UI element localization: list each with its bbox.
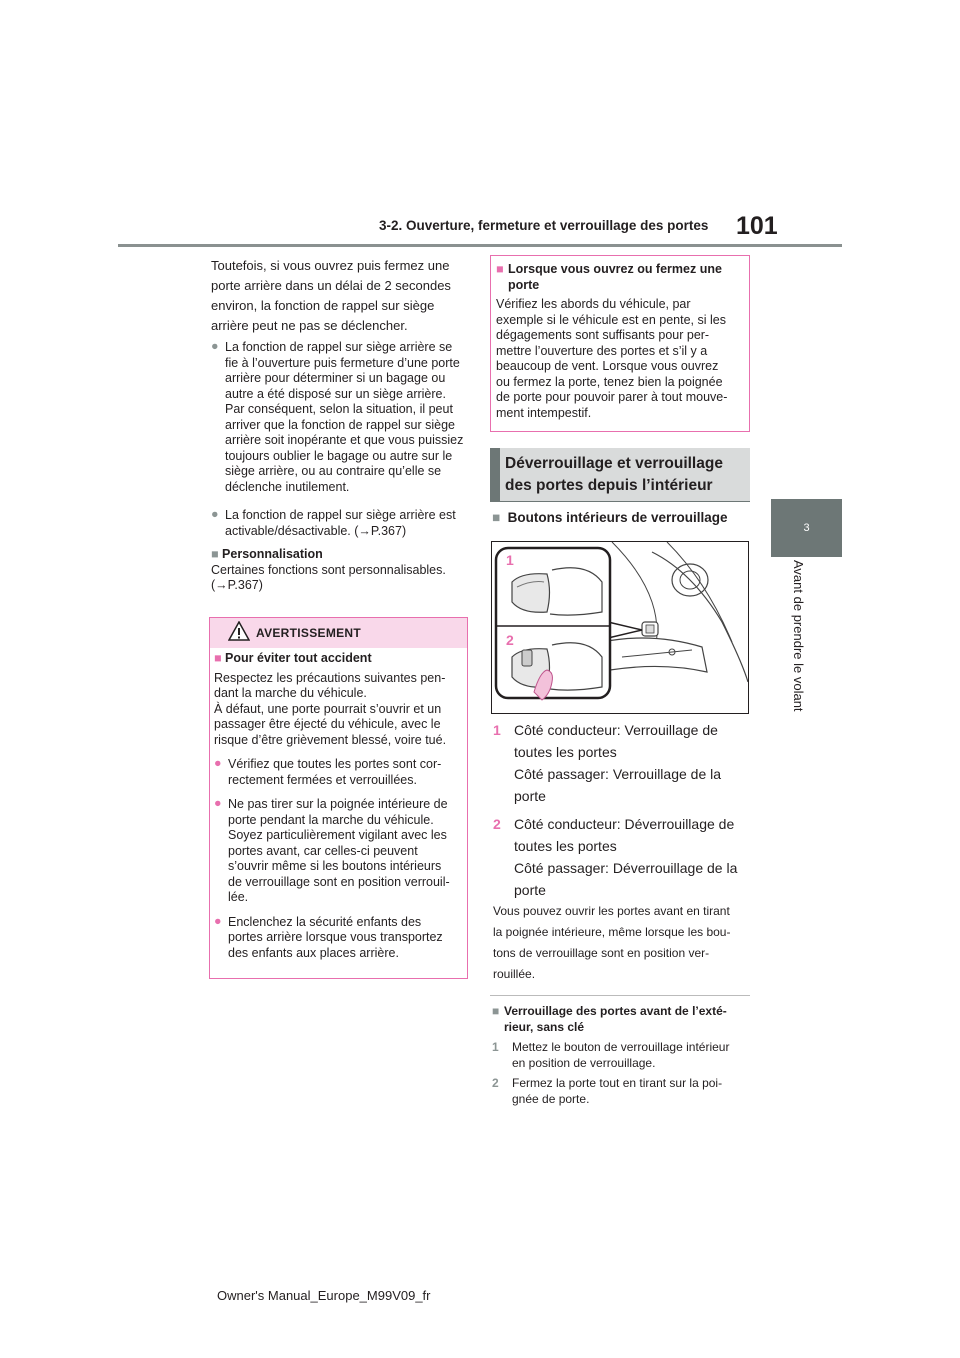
divider xyxy=(490,995,750,996)
info-box-title: porte xyxy=(508,277,540,292)
text-line: ou fermez la porte, tenez bien la poignée xyxy=(496,374,723,389)
text-line: de verrouillage sont en position verrouil- xyxy=(228,874,450,889)
square-bullet-icon: ■ xyxy=(214,651,222,665)
text-line: Vous pouvez ouvrir les portes avant en tirant xyxy=(493,904,730,918)
square-bullet-icon: ■ xyxy=(211,547,219,561)
text-line: beaucoup de vent. Lorsque vous ouvrez xyxy=(496,359,719,373)
text-line: Mettez le bouton de verrouillage intérieur xyxy=(512,1040,730,1054)
text-line: portes avant, car celles-ci peuvent xyxy=(228,843,418,858)
text-line: La fonction de rappel sur siège arrière est xyxy=(225,508,456,522)
bullet-icon: ● xyxy=(214,796,222,810)
text-line: mettre l’ouverture des portes et s’il y a xyxy=(496,343,708,358)
section-header-title: 3-2. Ouverture, fermeture et verrouillage des portes xyxy=(379,218,709,233)
header-rule xyxy=(118,244,842,247)
text-line: déclenche inutilement. xyxy=(225,479,350,494)
numbered-list xyxy=(493,719,753,901)
warning-title: AVERTISSEMENT xyxy=(256,626,362,640)
door-paragraph xyxy=(493,901,730,985)
text-line: arrière peut ne pas se déclencher. xyxy=(211,318,408,333)
bullet-icon: ● xyxy=(211,339,219,353)
text-line: risque d’être grièvement blessé, voire tué. xyxy=(214,732,447,747)
text-line: Côté passager: Verrouillage de la xyxy=(514,766,722,782)
item-number: 2 xyxy=(493,816,501,832)
text-line: Côté passager: Déverrouillage de la xyxy=(514,860,738,876)
text-line: fie à l’ouverture puis fermeture d’une porte xyxy=(225,355,460,370)
text-line: toutes les portes xyxy=(514,744,617,760)
bullet-icon: ● xyxy=(214,913,222,928)
section-heading-line: Déverrouillage et verrouillage xyxy=(505,455,723,472)
section-heading-line: des portes depuis l’intérieur xyxy=(505,477,713,494)
footer-text: Owner's Manual_Europe_M99V09_fr xyxy=(217,1288,431,1303)
illustration-label-1: 1 xyxy=(506,552,514,568)
text-line: Soyez particulièrement vigilant avec les xyxy=(228,828,447,842)
text-line: Respectez les précautions suivantes pen- xyxy=(214,670,446,685)
text-line: toujours oublier le bagage ou autre sur le xyxy=(225,448,453,463)
warning-bullet xyxy=(214,757,464,788)
step-number: 1 xyxy=(492,1040,499,1054)
text-line: Côté conducteur: Déverrouillage de xyxy=(514,816,735,832)
info-box-content xyxy=(496,262,746,421)
text-line: Enclenchez la sécurité enfants des xyxy=(228,914,422,929)
warning-bullet xyxy=(214,797,464,906)
chapter-label-text: Avant de prendre le volant xyxy=(791,560,806,712)
chapter-tab: 3 xyxy=(771,499,842,557)
keyless-section xyxy=(492,1004,750,1107)
bullet-item xyxy=(211,340,471,495)
text-line: arrière pour déterminer si un bagage ou xyxy=(225,371,446,385)
text-line: Toutefois, si vous ouvrez puis fermez une xyxy=(211,258,450,273)
illustration-label-2: 2 xyxy=(506,632,514,648)
item-number: 1 xyxy=(493,722,501,738)
text-line: activable/désactivable. (→P.367) xyxy=(225,523,407,538)
square-bullet-icon: ■ xyxy=(492,1004,500,1018)
bullet-icon: ● xyxy=(214,756,222,770)
bullet-item xyxy=(211,508,471,539)
text-line: portes arrière lorsque vous transportez xyxy=(228,930,443,944)
text-line: ment intempestif. xyxy=(496,405,592,420)
text-line: la poignée intérieure, même lorsque les bou- xyxy=(493,925,731,939)
intro-paragraph xyxy=(211,256,451,336)
chapter-label xyxy=(791,560,814,730)
warning-triangle-icon xyxy=(228,621,250,641)
text-line: porte xyxy=(514,788,546,804)
personnalisation-title: Personnalisation xyxy=(222,547,323,561)
step-number: 2 xyxy=(492,1076,499,1090)
square-bullet-icon: ■ xyxy=(492,510,501,525)
keyless-step xyxy=(492,1076,750,1107)
section-heading xyxy=(505,453,723,497)
text-line: À défaut, une porte pourrait s’ouvrir et un xyxy=(214,701,442,716)
text-line: environ, la fonction de rappel sur siège xyxy=(211,298,435,313)
text-line: Côté conducteur: Verrouillage de xyxy=(514,722,718,738)
text-line: exemple si le véhicule est en pente, si les xyxy=(496,312,726,327)
text-line: passager être éjecté du véhicule, avec le xyxy=(214,717,441,731)
page-number: 101 xyxy=(736,212,778,240)
info-box-title: Lorsque vous ouvrez ou fermez une xyxy=(508,262,722,276)
subheading-text: Boutons intérieurs de verrouillage xyxy=(507,510,728,525)
warning-subtitle: Pour éviter tout accident xyxy=(225,651,372,665)
subheading xyxy=(492,510,727,525)
text-line: La fonction de rappel sur siège arrière se xyxy=(225,340,453,354)
keyless-step xyxy=(492,1040,750,1071)
text-line: porte xyxy=(514,882,546,898)
numbered-item xyxy=(493,719,753,807)
text-line: arriver que la fonction de rappel sur siège xyxy=(225,417,455,432)
text-line: Fermez la porte tout en tirant sur la poi- xyxy=(512,1076,723,1090)
text-line: s’ouvrir même si les boutons intérieurs xyxy=(228,859,442,873)
warning-bullet xyxy=(214,915,464,962)
text-line: arrière soit inopérante et que vous puissiez xyxy=(225,433,464,447)
numbered-item xyxy=(493,813,753,901)
text-line: rectement fermées et verrouillées. xyxy=(228,772,417,787)
text-line: Certaines fonctions sont personnalisables. xyxy=(211,562,446,577)
text-line: tons de verrouillage sont en position ver- xyxy=(493,946,710,960)
text-line: autre a été disposé sur un siège arrière. xyxy=(225,386,446,401)
text-line: toutes les portes xyxy=(514,838,617,854)
personnalisation-section xyxy=(211,547,471,594)
warning-content xyxy=(214,651,464,961)
text-line: de porte pour pouvoir parer à tout mouve- xyxy=(496,390,728,404)
square-bullet-icon: ■ xyxy=(496,262,504,276)
text-line: dégagements sont suffisants pour per- xyxy=(496,328,710,342)
text-line: Par conséquent, selon la situation, il peut xyxy=(225,402,453,416)
text-line: porte arrière dans un délai de 2 secondes xyxy=(211,278,451,293)
text-line: (→P.367) xyxy=(211,578,263,592)
text-line: Ne pas tirer sur la poignée intérieure de xyxy=(228,797,448,811)
keyless-title: Verrouillage des portes avant de l’exté- xyxy=(504,1004,727,1018)
text-line: en position de verrouillage. xyxy=(512,1055,656,1070)
keyless-title: rieur, sans clé xyxy=(504,1019,585,1034)
text-line: Vérifiez que toutes les portes sont cor- xyxy=(228,757,442,771)
section-heading-rule xyxy=(490,501,750,502)
text-line: dant la marche du véhicule. xyxy=(214,686,367,700)
bullet-icon: ● xyxy=(211,507,219,521)
text-line: des enfants aux places arrière. xyxy=(228,945,399,960)
text-line: Vérifiez les abords du véhicule, par xyxy=(496,297,691,311)
text-line: rouillée. xyxy=(493,967,536,981)
text-line: siège arrière, ou au contraire qu’elle se xyxy=(225,464,442,478)
text-line: lée. xyxy=(228,890,249,904)
text-line: gnée de porte. xyxy=(512,1091,590,1106)
section-heading-bar xyxy=(490,448,500,501)
door-lock-drawing xyxy=(492,542,748,713)
text-line: porte pendant la marche du véhicule. xyxy=(228,812,434,827)
